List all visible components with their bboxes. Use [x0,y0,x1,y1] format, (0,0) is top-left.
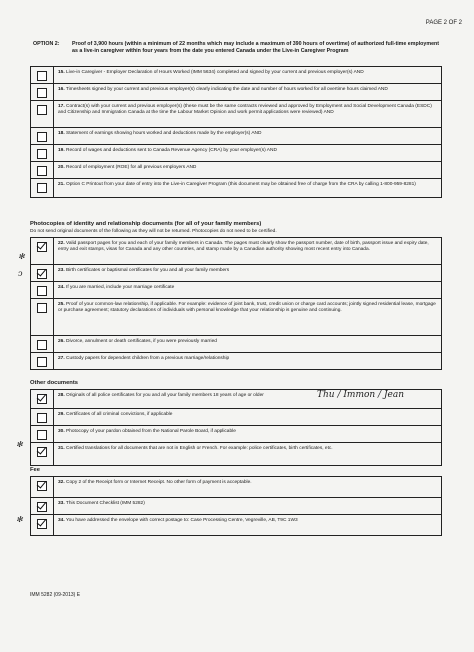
item-description: Birth certificates or baptismal certificates for you and all your family members [66,268,230,273]
option2-text: Proof of 3,900 hours (within a minimum of 22 months which may include a maximum of 390 hours of overtime) of authorized full-time employment as a live-in caregiver within four years from the date you entered Canada under the Live-in Caregiver Program [72,41,440,54]
checklist-checkbox[interactable] [37,88,47,98]
item-description: Photocopy of your pardon obtained from the National Parole Board, if applicable [66,429,236,434]
item-description: Live-in Caregiver - Employer Declaration of Hours Worked (IMM 5634) completed and signed by your current and previous employer(s) AND [66,70,364,75]
checkbox-cell [31,67,54,83]
identity-note: Do not send original documents of the following as they will not be returned. Photocopies do not need to be certified. [30,229,277,234]
item-description: Option C Printout from your date of entry into the Live-in Caregiver Program (this document may be obtained free of charge from the CRA by calling 1-800-959-8281) [66,182,416,187]
checkbox-cell [31,390,54,408]
checklist-checkbox[interactable] [37,447,47,457]
item-number: 20. [58,165,65,170]
item-description: Timesheets signed by your current and previous employer(s) clearly indicating the date and number of hours worked for all overtime hours claimed AND [65,87,388,92]
item-description: Certificates of all criminal convictions, if applicable [66,412,173,417]
item-number: 18. [58,131,65,136]
checklist-text [54,101,441,127]
checklist-row [30,179,442,198]
checklist-checkbox[interactable] [37,481,47,491]
checklist-row [30,162,442,179]
item-description: If you are married, include your marriage certificate [66,285,175,290]
checklist-row [30,145,442,162]
checklist-text [54,179,441,197]
checkbox-cell [31,101,54,127]
item-description: Certified translations for all documents that are not in English or French. For example: police certificates, birth certificates, etc. [66,446,333,451]
item-description: Valid passport pages for you and each of your family members in Canada. The pages must clearly show the passport number, date of birth, passport issue and expiry date, entry and exit stamps, visas for Canada and any other countries, and stamp made by a Canadian authority showing most recent entry into Canada. [58,241,429,252]
checkbox-cell [31,353,54,369]
item-number: 29. [58,412,65,417]
checklist-text [54,426,441,442]
checklist-row [30,409,442,426]
checklist-row [30,101,442,128]
checklist-row [30,128,442,145]
option2-block [33,41,443,54]
option2-checklist [30,66,442,198]
item-description: Record of wages and deductions sent to Canada Revenue Agency (CRA) by your employer(s) AND [66,148,277,153]
item-description: This Document Checklist (IMM 5282) [65,501,145,506]
item-description: Contract(s) with your current and previous employer(s) (these must be the same contracts reviewed and approved by Employment and Social Development Canada (ESDC) and Citizenship and Immigration Canada at the time the Labour Market Opinion and work permit applications were reviewed) AND [58,104,432,115]
item-number: 32. [58,480,65,485]
checklist-checkbox[interactable] [37,340,47,350]
item-description: Proof of your common-law relationship, if applicable. For example: evidence of joint bank, trust, credit union or charge card accounts; jointly signed residential lease, mortgage or purchase agreement; statutory declarations of individuals with personal knowledge that your relationship is genuine and continuing. [58,302,436,313]
checkbox-cell [31,145,54,161]
checklist-checkbox[interactable] [37,132,47,142]
page-number: PAGE 2 OF 2 [425,20,462,26]
checklist-checkbox[interactable] [37,71,47,81]
checklist-text [54,282,441,298]
checkbox-cell [31,162,54,178]
checklist-row [30,498,442,515]
checklist-text [54,477,441,497]
handwritten-mark-22: ✻ [18,252,25,261]
item-number: 23. [58,268,65,273]
checklist-row [30,67,442,84]
item-number: 27. [58,356,65,361]
checklist-text [54,409,441,425]
item-description: Copy 2 of the Receipt form or Internet Receipt. No other form of payment is acceptable. [66,480,252,485]
checklist-text [54,162,441,178]
checklist-text [54,443,441,465]
item-number: 34. [58,518,65,523]
checklist-checkbox[interactable] [37,105,47,115]
handwritten-mark-23: ↄ [18,269,23,278]
checklist-checkbox[interactable] [37,502,47,512]
checkbox-cell [31,443,54,465]
identity-heading: Photocopies of identity and relationship documents (for all of your family members) [30,221,262,227]
fee-heading: Fee [30,467,40,473]
checkbox-cell [31,265,54,281]
checkbox-cell [31,282,54,298]
checklist-text [54,515,441,535]
checklist-text [54,84,441,100]
item-number: 22. [58,241,65,246]
checklist-checkbox[interactable] [37,286,47,296]
checkbox-cell [31,498,54,514]
handwritten-note-28: Thu / Immon / Jean [317,390,405,400]
handwritten-mark-31: ✻ [16,440,23,449]
handwritten-mark-33: ✻ [16,515,23,524]
checklist-row [30,238,442,265]
checklist-text [54,336,441,352]
item-number: 30. [58,429,65,434]
checklist-row [30,515,442,536]
checkbox-cell [31,409,54,425]
checklist-checkbox[interactable] [37,149,47,159]
form-footer: IMM 5282 (09-2013) E [30,592,81,598]
item-number: 17. [58,104,65,109]
checklist-text [54,238,441,264]
item-description: You have addressed the envelope with correct postage to: Case Processing Centre, Vegreville, AB, T9C 1W3 [65,518,298,523]
item-number: 33. [58,501,65,506]
checklist-checkbox[interactable] [37,166,47,176]
item-number: 28. [58,393,65,398]
checklist-text [54,299,441,335]
checklist-checkbox[interactable] [37,269,47,279]
fee-checklist [30,476,442,536]
checkbox-cell [31,128,54,144]
other-checklist [30,389,442,466]
option2-label: OPTION 2: [33,41,60,47]
checklist-checkbox[interactable] [37,430,47,440]
checklist-text [54,353,441,369]
other-heading: Other documents [30,380,78,386]
item-description: Record of employment (ROE) for all previous employers AND [66,165,197,170]
checklist-checkbox[interactable] [37,394,47,404]
item-number: 19. [58,148,65,153]
checklist-text [54,145,441,161]
item-description: Originals of all police certificates for you and all your family members 18 years of age or older [66,393,264,398]
checkbox-cell [31,238,54,264]
item-description: Divorce, annulment or death certificates, if you were previously married [66,339,217,344]
checklist-row [30,477,442,498]
checkbox-cell [31,426,54,442]
checkbox-cell [31,515,54,535]
checkbox-cell [31,477,54,497]
item-description: Statement of earnings showing hours worked and deductions made by the employer(s) AND [66,131,262,136]
checklist-text [54,67,441,83]
checklist-checkbox[interactable] [37,413,47,423]
checklist-row [30,336,442,353]
item-number: 25. [58,302,65,307]
checklist-row [30,265,442,282]
checklist-checkbox[interactable] [37,183,47,193]
item-number: 31. [58,446,65,451]
checklist-checkbox[interactable] [37,303,47,313]
checklist-checkbox[interactable] [37,357,47,367]
item-number: 15. [58,70,65,75]
checklist-row [30,426,442,443]
identity-checklist [30,237,442,370]
checklist-text [54,128,441,144]
checklist-row [30,84,442,101]
checklist-checkbox[interactable] [37,242,47,252]
checklist-row [30,443,442,466]
checkbox-cell [31,179,54,197]
checklist-checkbox[interactable] [37,519,47,529]
item-number: 24. [58,285,65,290]
checkbox-cell [31,299,54,335]
checkbox-cell [31,84,54,100]
checklist-row [30,282,442,299]
item-number: 16. [58,87,65,92]
checklist-text [54,498,441,514]
item-number: 26. [58,339,65,344]
checklist-text [54,265,441,281]
checklist-row [30,299,442,336]
checklist-row [30,353,442,370]
item-number: 21. [58,182,65,187]
checkbox-cell [31,336,54,352]
item-description: Custody papers for dependent children from a previous marriage/relationship [66,356,230,361]
